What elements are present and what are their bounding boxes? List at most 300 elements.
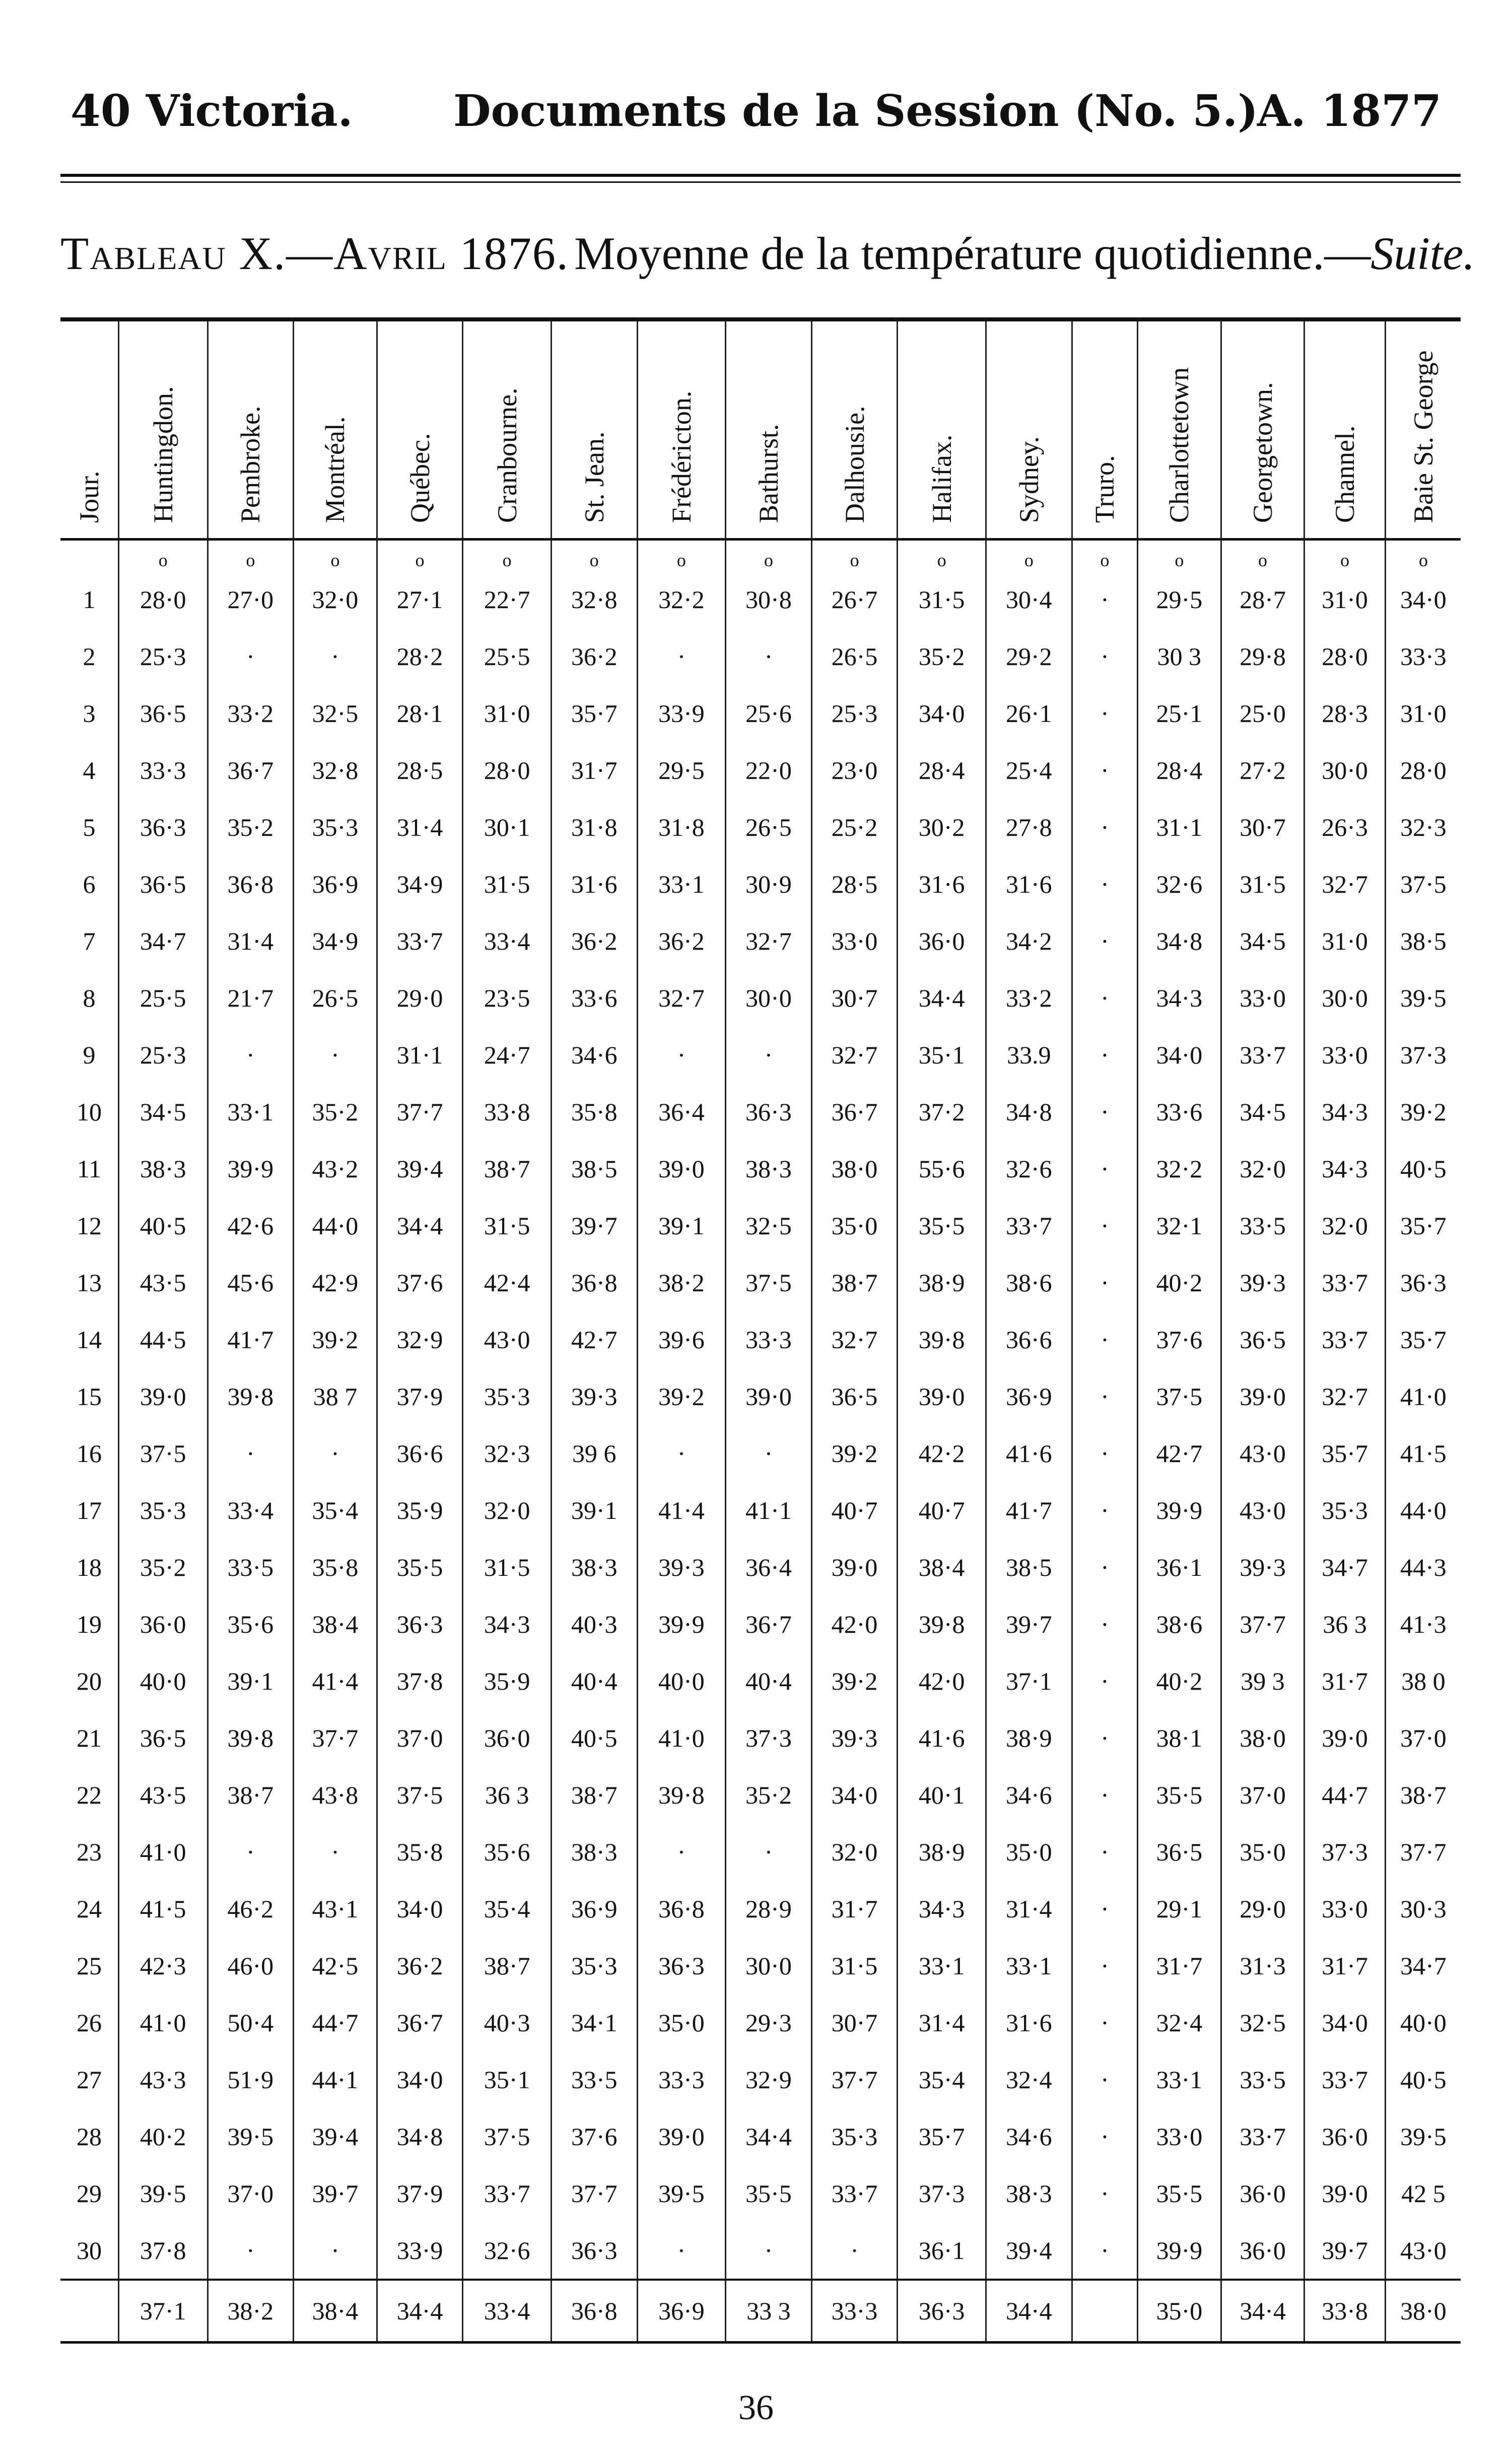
temperature-cell: 38·7 <box>463 1937 552 1994</box>
temperature-cell: 39·2 <box>1385 1083 1461 1140</box>
temperature-cell: · <box>726 628 812 685</box>
temperature-cell: 34·7 <box>118 912 208 969</box>
temperature-cell: 37·3 <box>1385 1026 1461 1083</box>
temperature-cell: 33·3 <box>1385 628 1461 685</box>
temperature-cell: · <box>1072 742 1137 799</box>
temperature-cell: 32·5 <box>294 685 377 742</box>
temperature-cell: 43·3 <box>118 2051 208 2108</box>
temperature-cell: 43·0 <box>1221 1482 1304 1539</box>
day-cell: 22 <box>76 1780 102 1809</box>
day-cell: 27 <box>76 2065 102 2094</box>
temperature-cell: 33·7 <box>986 1197 1072 1254</box>
temperature-cell: 30·7 <box>1221 799 1304 855</box>
temperature-cell: 32·7 <box>1304 855 1386 912</box>
temperature-cell: 39·8 <box>208 1368 294 1425</box>
temperature-cell: 39·2 <box>811 1652 898 1709</box>
temperature-cell: 38·7 <box>1385 1766 1461 1823</box>
temperature-cell: 34·0 <box>377 2051 463 2108</box>
temperature-cell: 29·5 <box>637 742 726 799</box>
temperature-cell: 32·7 <box>726 912 812 969</box>
temperature-cell: · <box>294 1026 377 1083</box>
temperature-cell: 36·8 <box>637 1880 726 1937</box>
temperature-cell: 40·7 <box>898 1482 986 1539</box>
temperature-cell: 44·1 <box>294 2051 377 2108</box>
temperature-cell: 31·6 <box>986 1994 1072 2051</box>
day-cell: 18 <box>76 1553 102 1581</box>
temperature-cell: 40·3 <box>551 1595 637 1652</box>
temperature-cell: 25·3 <box>118 1026 208 1083</box>
temperature-cell: 44·3 <box>1385 1539 1461 1595</box>
temperature-cell: 43·0 <box>463 1311 552 1368</box>
degree-symbol: o <box>463 540 552 571</box>
temperature-cell: 43·1 <box>294 1880 377 1937</box>
temperature-cell: 37·6 <box>1138 1311 1221 1368</box>
temperature-cell: 33·9 <box>377 2222 463 2280</box>
day-cell: 28 <box>76 2122 102 2151</box>
temperature-cell: 38·9 <box>898 1254 986 1311</box>
temperature-cell: 41·4 <box>294 1652 377 1709</box>
table-row <box>60 1254 1461 1311</box>
average-cell: 36·9 <box>637 2280 726 2343</box>
temperature-cell: 31·7 <box>1304 1652 1386 1709</box>
column-header-label: Québec. <box>404 433 435 523</box>
temperature-cell: 32·0 <box>1304 1197 1386 1254</box>
temperature-cell: 30·0 <box>1304 742 1386 799</box>
temperature-cell: 22·0 <box>726 742 812 799</box>
temperature-cell: · <box>1072 855 1137 912</box>
temperature-cell: 30·3 <box>1385 1880 1461 1937</box>
temperature-cell: 42·4 <box>463 1254 552 1311</box>
temperature-cell: 40·0 <box>118 1652 208 1709</box>
temperature-cell: 37·0 <box>377 1709 463 1766</box>
temperature-cell: · <box>1072 1709 1137 1766</box>
temperature-cell: 25·5 <box>463 628 552 685</box>
table-row <box>60 2222 1461 2280</box>
temperature-cell: 38·6 <box>1138 1595 1221 1652</box>
temperature-cell: 37·7 <box>377 1083 463 1140</box>
temperature-cell: 36·2 <box>637 912 726 969</box>
temperature-cell: 34·2 <box>986 912 1072 969</box>
degree-symbol: o <box>1221 540 1304 571</box>
temperature-cell: 35·5 <box>898 1197 986 1254</box>
day-cell: 17 <box>76 1496 102 1524</box>
temperature-cell: 39 6 <box>551 1425 637 1482</box>
temperature-cell: 40·5 <box>1385 1140 1461 1197</box>
temperature-cell: 32·7 <box>811 1311 898 1368</box>
temperature-cell: 30·0 <box>726 1937 812 1994</box>
average-cell: 36·8 <box>551 2280 637 2343</box>
temperature-cell: 38·3 <box>726 1140 812 1197</box>
degree-symbol: o <box>898 540 986 571</box>
temperature-cell: 33·3 <box>118 742 208 799</box>
temperature-cell: · <box>637 1823 726 1880</box>
temperature-cell: 32·3 <box>1385 799 1461 855</box>
temperature-cell: 26·3 <box>1304 799 1386 855</box>
temperature-cell: 29·0 <box>377 969 463 1026</box>
temperature-cell: 31·7 <box>1138 1937 1221 1994</box>
temperature-cell: 42·5 <box>294 1937 377 1994</box>
temperature-cell: 31·5 <box>1221 855 1304 912</box>
average-cell: 33 3 <box>726 2280 812 2343</box>
column-header <box>377 319 463 540</box>
header-row <box>60 319 1461 540</box>
temperature-cell: 39·4 <box>377 1140 463 1197</box>
temperature-cell: 39·8 <box>208 1709 294 1766</box>
temperature-cell: 37·8 <box>118 2222 208 2280</box>
table-row <box>60 1140 1461 1197</box>
temperature-cell: 32·8 <box>294 742 377 799</box>
temperature-cell: · <box>1072 2051 1137 2108</box>
day-cell: 23 <box>76 1837 102 1866</box>
temperature-cell: 36·3 <box>726 1083 812 1140</box>
temperature-cell: 24·7 <box>463 1026 552 1083</box>
day-cell: 2 <box>83 642 96 671</box>
column-header-label: Pembroke. <box>235 406 266 523</box>
temperature-cell: 31·5 <box>463 855 552 912</box>
temperature-cell: 31·7 <box>551 742 637 799</box>
temperature-cell: 35·6 <box>208 1595 294 1652</box>
temperature-cell: 34·3 <box>898 1880 986 1937</box>
table-row <box>60 1368 1461 1425</box>
temperature-cell: 39·0 <box>898 1368 986 1425</box>
temperature-cell: 32·0 <box>1221 1140 1304 1197</box>
degree-symbol <box>60 540 118 571</box>
temperature-cell: 27·1 <box>377 571 463 628</box>
temperature-cell: 39·7 <box>551 1197 637 1254</box>
temperature-cell: 39·1 <box>637 1197 726 1254</box>
temperature-cell: 38 0 <box>1385 1652 1461 1709</box>
column-header <box>1385 319 1461 540</box>
temperature-cell: · <box>1072 1823 1137 1880</box>
temperature-cell: 32·8 <box>551 571 637 628</box>
temperature-cell: · <box>294 1425 377 1482</box>
table-row <box>60 1937 1461 1994</box>
temperature-cell: 40·2 <box>1138 1254 1221 1311</box>
temperature-cell: 28·4 <box>898 742 986 799</box>
temperature-cell: 36·8 <box>208 855 294 912</box>
temperature-cell: 35·8 <box>377 1823 463 1880</box>
temperature-cell: 39·9 <box>637 1595 726 1652</box>
temperature-cell: 37·3 <box>898 2165 986 2222</box>
temperature-cell: 36·2 <box>551 628 637 685</box>
column-header <box>1221 319 1304 540</box>
table-row <box>60 685 1461 742</box>
temperature-cell: 40·0 <box>637 1652 726 1709</box>
temperature-cell: 40·3 <box>463 1994 552 2051</box>
temperature-cell: 35·0 <box>637 1994 726 2051</box>
temperature-cell: 21·7 <box>208 969 294 1026</box>
temperature-cell: 25·6 <box>726 685 812 742</box>
temperature-cell: 40·5 <box>118 1197 208 1254</box>
day-cell: 24 <box>76 1894 102 1923</box>
table-row <box>60 799 1461 855</box>
column-header <box>1072 319 1137 540</box>
temperature-cell: 35·0 <box>1221 1823 1304 1880</box>
temperature-cell: 36 3 <box>1304 1595 1386 1652</box>
temperature-cell: 40·0 <box>1385 1994 1461 2051</box>
temperature-cell: 42·9 <box>294 1254 377 1311</box>
temperature-cell: 36·3 <box>118 799 208 855</box>
temperature-cell: 32·7 <box>637 969 726 1026</box>
temperature-cell: 42·6 <box>208 1197 294 1254</box>
temperature-cell: · <box>1072 1652 1137 1709</box>
temperature-cell: 41·7 <box>208 1311 294 1368</box>
temperature-cell: 44·7 <box>294 1994 377 2051</box>
temperature-cell: 33·7 <box>1221 2108 1304 2165</box>
degree-symbol: o <box>726 540 812 571</box>
table-row <box>60 1766 1461 1823</box>
temperature-cell: 37·8 <box>377 1652 463 1709</box>
temperature-cell: · <box>1072 1994 1137 2051</box>
temperature-cell: 35·2 <box>118 1539 208 1595</box>
temperature-cell: · <box>811 2222 898 2280</box>
header-year: A. 1877 <box>1257 86 1441 137</box>
temperature-cell: 39·9 <box>1138 2222 1221 2280</box>
temperature-cell: 33·2 <box>986 969 1072 1026</box>
column-header-label: Frédéricton. <box>666 390 697 523</box>
temperature-cell: · <box>208 2222 294 2280</box>
temperature-cell: 34·4 <box>377 1197 463 1254</box>
temperature-cell: 25·5 <box>118 969 208 1026</box>
temperature-cell: 51·9 <box>208 2051 294 2108</box>
temperature-cell: 34·0 <box>377 1880 463 1937</box>
temperature-cell: · <box>294 2222 377 2280</box>
degree-symbol: o <box>294 540 377 571</box>
temperature-cell: 33·4 <box>208 1482 294 1539</box>
table-row <box>60 1880 1461 1937</box>
temperature-cell: 41·6 <box>898 1709 986 1766</box>
temperature-cell: 34·7 <box>1385 1937 1461 1994</box>
temperature-cell: · <box>1072 969 1137 1026</box>
temperature-cell: 35·9 <box>463 1652 552 1709</box>
temperature-cell: · <box>1072 1083 1137 1140</box>
temperature-cell: 37·7 <box>1385 1823 1461 1880</box>
table-row <box>60 1652 1461 1709</box>
temperature-cell: 39·7 <box>986 1595 1072 1652</box>
temperature-cell: 37·5 <box>118 1425 208 1482</box>
day-cell: 30 <box>76 2236 102 2265</box>
average-cell: 33·3 <box>811 2280 898 2343</box>
temperature-cell: 35·9 <box>377 1482 463 1539</box>
temperature-cell: 34·3 <box>463 1595 552 1652</box>
temperature-cell: 35·3 <box>294 799 377 855</box>
temperature-cell: 23·5 <box>463 969 552 1026</box>
temperature-cell: 28·1 <box>377 685 463 742</box>
average-cell: 37·1 <box>118 2280 208 2343</box>
header-volume: 40 Victoria. <box>71 86 353 137</box>
temperature-cell: 35·2 <box>294 1083 377 1140</box>
temperature-cell: 39·0 <box>1221 1368 1304 1425</box>
temperature-cell: 34·1 <box>551 1994 637 2051</box>
temperature-cell: 32·2 <box>637 571 726 628</box>
temperature-cell: 33·6 <box>1138 1083 1221 1140</box>
degree-symbol: o <box>1304 540 1386 571</box>
temperature-cell: 39·4 <box>294 2108 377 2165</box>
temperature-cell: 35·1 <box>463 2051 552 2108</box>
temperature-cell: 35·4 <box>294 1482 377 1539</box>
column-header <box>294 319 377 540</box>
temperature-cell: · <box>1072 571 1137 628</box>
temperature-cell: 38·7 <box>551 1766 637 1823</box>
temperature-cell: 30·1 <box>463 799 552 855</box>
day-cell: 15 <box>76 1382 102 1411</box>
temperature-cell: 43·8 <box>294 1766 377 1823</box>
temperature-cell: 33·7 <box>811 2165 898 2222</box>
temperature-cell: 44·5 <box>118 1311 208 1368</box>
temperature-cell: 34·0 <box>898 685 986 742</box>
temperature-cell: 40·4 <box>551 1652 637 1709</box>
temperature-cell: · <box>637 1026 726 1083</box>
temperature-cell: 32·5 <box>1221 1994 1304 2051</box>
temperature-cell: 34·5 <box>118 1083 208 1140</box>
temperature-cell: 39·7 <box>1304 2222 1386 2280</box>
column-header <box>463 319 552 540</box>
column-header-label: Montréal. <box>320 416 351 523</box>
temperature-cell: 30·0 <box>1304 969 1386 1026</box>
table-row <box>60 1994 1461 2051</box>
temperature-cell: 36·9 <box>551 1880 637 1937</box>
temperature-cell: 34·0 <box>1138 1026 1221 1083</box>
temperature-cell: 34·3 <box>1304 1140 1386 1197</box>
temperature-cell: 36·1 <box>1138 1539 1221 1595</box>
temperature-cell: 36·3 <box>637 1937 726 1994</box>
table-title <box>60 222 1475 287</box>
temperature-cell: 30·7 <box>811 1994 898 2051</box>
temperature-cell: 39·0 <box>637 1140 726 1197</box>
temperature-cell: 36·5 <box>1138 1823 1221 1880</box>
temperature-cell: 31·5 <box>463 1197 552 1254</box>
temperature-cell: 25·4 <box>986 742 1072 799</box>
temperature-cell: 32·1 <box>1138 1197 1221 1254</box>
temperature-cell: · <box>726 1425 812 1482</box>
average-cell: 34·4 <box>1221 2280 1304 2343</box>
temperature-cell: 41·0 <box>118 1994 208 2051</box>
temperature-cell: 31·7 <box>1304 1937 1386 1994</box>
temperature-cell: 35·7 <box>1385 1197 1461 1254</box>
temperature-cell: 28·0 <box>463 742 552 799</box>
temperature-cell: 37·9 <box>377 2165 463 2222</box>
column-header-label: Truro. <box>1089 455 1120 523</box>
temperature-cell: 33·1 <box>898 1937 986 1994</box>
temperature-cell: 32·0 <box>463 1482 552 1539</box>
temperature-cell: · <box>208 1425 294 1482</box>
temperature-cell: 30·7 <box>811 969 898 1026</box>
temperature-cell: 39·8 <box>637 1766 726 1823</box>
temperature-cell: 37·0 <box>208 2165 294 2222</box>
temperature-cell: 41·0 <box>118 1823 208 1880</box>
temperature-cell: 38 7 <box>294 1368 377 1425</box>
temperature-cell: 35·4 <box>463 1880 552 1937</box>
temperature-cell: 33.9 <box>986 1026 1072 1083</box>
temperature-cell: 36·0 <box>1304 2108 1386 2165</box>
temperature-cell: 33·7 <box>463 2165 552 2222</box>
column-header-label: Baie St. George <box>1408 350 1438 523</box>
temperature-cell: 29·8 <box>1221 628 1304 685</box>
temperature-cell: 36·4 <box>637 1083 726 1140</box>
temperature-cell: 38·7 <box>463 1140 552 1197</box>
temperature-cell: 26·5 <box>811 628 898 685</box>
temperature-cell: 39·1 <box>208 1652 294 1709</box>
temperature-cell: 35·3 <box>463 1368 552 1425</box>
column-header-label: Jour. <box>74 471 104 523</box>
column-header <box>118 319 208 540</box>
temperature-cell: 27·0 <box>208 571 294 628</box>
temperature-cell: 39·2 <box>637 1368 726 1425</box>
average-cell: 34·4 <box>377 2280 463 2343</box>
temperature-cell: 23·0 <box>811 742 898 799</box>
degree-symbol: o <box>208 540 294 571</box>
temperature-cell: 33·5 <box>551 2051 637 2108</box>
temperature-cell: 33·5 <box>1221 2051 1304 2108</box>
table-row <box>60 1595 1461 1652</box>
temperature-cell: 38·4 <box>898 1539 986 1595</box>
temperature-table <box>60 317 1461 2344</box>
temperature-cell: 37·3 <box>726 1709 812 1766</box>
temperature-cell: 33·7 <box>377 912 463 969</box>
temperature-cell: 37·5 <box>726 1254 812 1311</box>
temperature-cell: 31·6 <box>898 855 986 912</box>
temperature-cell: · <box>1072 1197 1137 1254</box>
table-row <box>60 628 1461 685</box>
temperature-cell: 38·7 <box>811 1254 898 1311</box>
temperature-cell: 46·0 <box>208 1937 294 1994</box>
temperature-cell: 29·1 <box>1138 1880 1221 1937</box>
temperature-cell: 34·5 <box>1221 912 1304 969</box>
temperature-cell: 35·5 <box>1138 1766 1221 1823</box>
day-cell: 4 <box>83 756 96 784</box>
column-header <box>898 319 986 540</box>
average-cell: 38·0 <box>1385 2280 1461 2343</box>
temperature-cell: 31·0 <box>1385 685 1461 742</box>
temperature-cell: 34·8 <box>986 1083 1072 1140</box>
temperature-cell: 35·6 <box>463 1823 552 1880</box>
degree-symbol: o <box>1072 540 1137 571</box>
day-cell: 16 <box>76 1439 102 1468</box>
day-cell: 9 <box>83 1040 96 1069</box>
temperature-cell: · <box>726 1026 812 1083</box>
temperature-cell: · <box>1072 1311 1137 1368</box>
temperature-cell: 41·6 <box>986 1425 1072 1482</box>
table-title-prefix: Tableau X.—Avril 1876. <box>60 228 569 279</box>
temperature-cell: 40·4 <box>726 1652 812 1709</box>
column-header <box>726 319 812 540</box>
temperature-cell: 35·2 <box>898 628 986 685</box>
temperature-cell: 34·9 <box>377 855 463 912</box>
temperature-cell: 31·0 <box>1304 571 1386 628</box>
temperature-cell: 39·0 <box>118 1368 208 1425</box>
temperature-cell: 30·8 <box>726 571 812 628</box>
temperature-cell: 31·1 <box>377 1026 463 1083</box>
temperature-cell: 38·6 <box>986 1254 1072 1311</box>
day-cell: 1 <box>83 585 96 614</box>
table-row <box>60 1026 1461 1083</box>
table-row <box>60 2051 1461 2108</box>
temperature-cell: 37·5 <box>377 1766 463 1823</box>
temperature-cell: 35·7 <box>551 685 637 742</box>
temperature-cell: 35·8 <box>294 1539 377 1595</box>
temperature-cell: 36·5 <box>811 1368 898 1425</box>
temperature-cell: · <box>1072 1425 1137 1482</box>
temperature-cell: 32·2 <box>1138 1140 1221 1197</box>
temperature-cell: 38·0 <box>811 1140 898 1197</box>
temperature-cell: 36·9 <box>294 855 377 912</box>
temperature-cell: 35·1 <box>898 1026 986 1083</box>
temperature-cell: 25·3 <box>118 628 208 685</box>
temperature-cell: 35·7 <box>898 2108 986 2165</box>
table-row <box>60 912 1461 969</box>
temperature-cell: 44·0 <box>294 1197 377 1254</box>
temperature-cell: 27·8 <box>986 799 1072 855</box>
